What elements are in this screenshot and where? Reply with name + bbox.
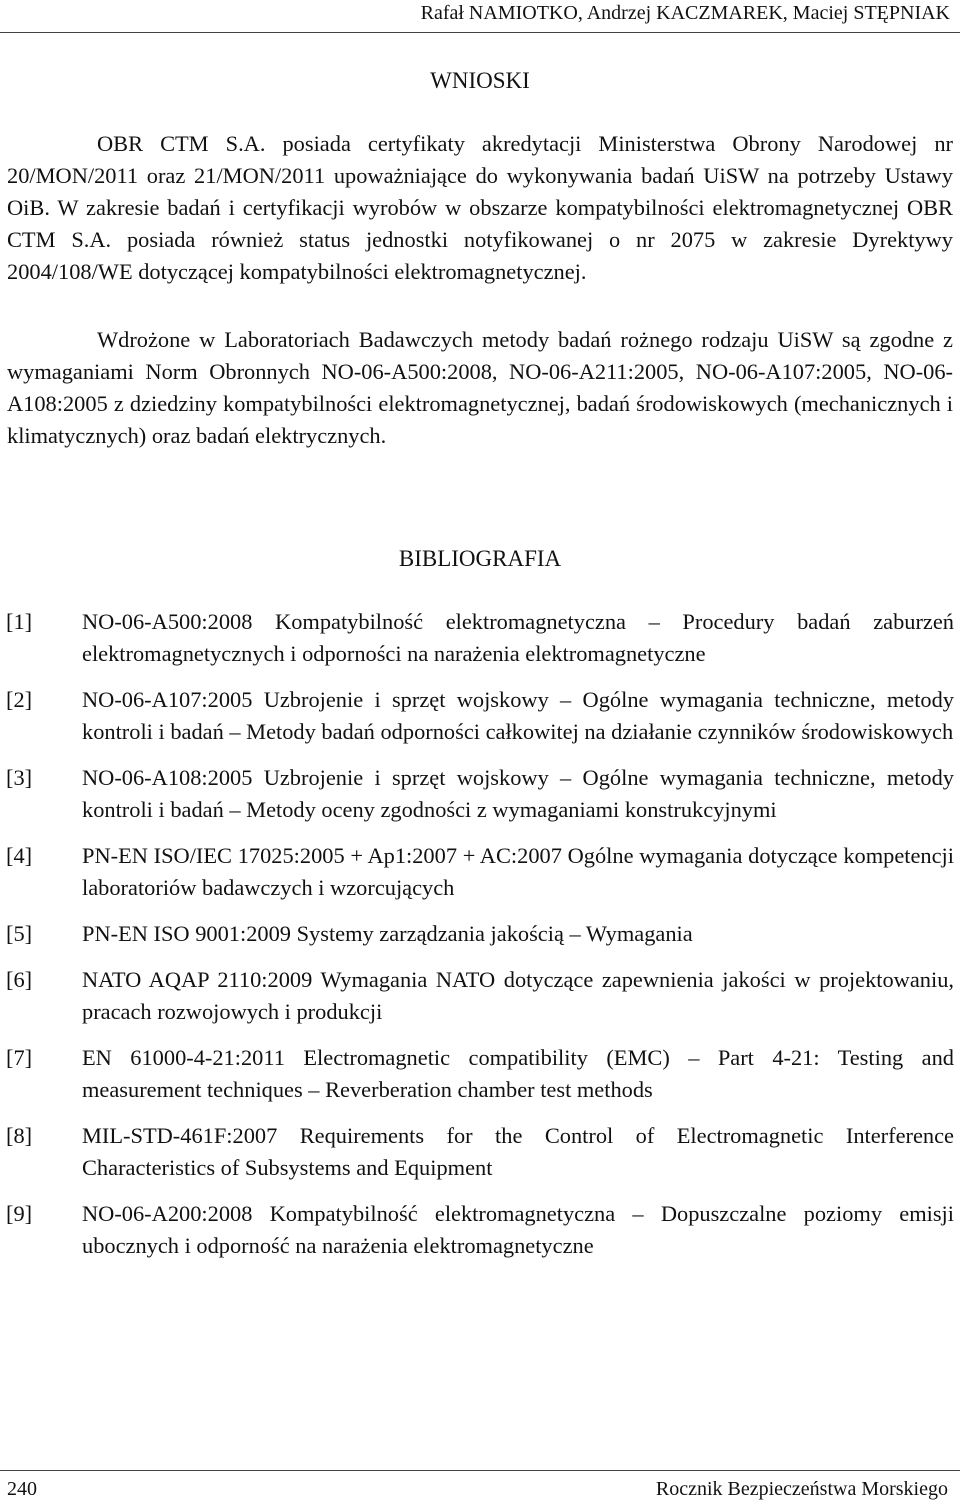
running-header-authors: Rafał NAMIOTKO, Andrzej KACZMAREK, Maciej STĘPNIAK xyxy=(420,2,950,24)
journal-name: Rocznik Bezpieczeństwa Morskiego xyxy=(655,1478,948,1500)
bibliography-list xyxy=(0,606,960,1276)
reference-text: NO-06-A107:2005 Uzbrojenie i sprzęt wojskowy ‒ Ogólne wymagania techniczne, metody kontroli i badań ‒ Metody badań odporności całkowitej na działanie czynników środowiskowych xyxy=(82,687,954,744)
bibliography-item xyxy=(0,684,960,748)
reference-text: PN-EN ISO 9001:2009 Systemy zarządzania jakością ‒ Wymagania xyxy=(82,921,693,946)
reference-text: PN-EN ISO/IEC 17025:2005 + Ap1:2007 + AC:2007 Ogólne wymagania dotyczące kompetencji laboratoriów badawczych i wzorcujących xyxy=(82,843,954,900)
header-divider xyxy=(0,32,960,33)
conclusions-title: WNIOSKI xyxy=(430,68,530,93)
page-number: 240 xyxy=(7,1478,37,1500)
reference-text: EN 61000-4-21:2011 Electromagnetic compatibility (EMC) ‒ Part 4-21: Testing and measurement techniques ‒ Reverberation chamber test methods xyxy=(82,1045,954,1102)
bibliography-item xyxy=(0,918,960,950)
bibliography-item xyxy=(0,964,960,1028)
bibliography-item xyxy=(0,1120,960,1184)
bibliography-title: BIBLIOGRAFIA xyxy=(398,546,562,571)
reference-number: [6] xyxy=(6,967,33,992)
reference-number: [2] xyxy=(6,687,33,712)
footer-divider xyxy=(0,1470,960,1471)
reference-number: [5] xyxy=(6,921,33,946)
reference-text: NO-06-A108:2005 Uzbrojenie i sprzęt wojskowy ‒ Ogólne wymagania techniczne, metody kontroli i badań ‒ Metody oceny zgodności z wymaganiami konstrukcyjnymi xyxy=(82,765,954,822)
bibliography-item xyxy=(0,1042,960,1106)
conclusions-paragraph-2: Wdrożone w Laboratoriach Badawczych metody badań rożnego rodzaju UiSW są zgodne z wymaganiami Norm Obronnych NO-06-A500:2008, NO-06-A211:2005, NO-06-A107:2005, NO-06-A108:2005 z dziedziny kompatybilności elektromagnetycznej, badań środowiskowych (mechanicznych i klimatycznych) oraz badań elektrycznych. xyxy=(7,327,953,448)
bibliography-item xyxy=(0,762,960,826)
reference-number: [1] xyxy=(6,609,33,634)
reference-text: NO-06-A200:2008 Kompatybilność elektromagnetyczna ‒ Dopuszczalne poziomy emisji ubocznych i odporność na narażenia elektromagnetyczne xyxy=(82,1201,954,1258)
conclusions-paragraph-1: OBR CTM S.A. posiada certyfikaty akredytacji Ministerstwa Obrony Narodowej nr 20/MON/2011 oraz 21/MON/2011 upoważniające do wykonywania badań UiSW na potrzeby Ustawy OiB. W zakresie badań i certyfikacji wyrobów w obszarze kompatybilności elektromagnetycznej OBR CTM S.A. posiada również status jednostki notyfikowanej o nr 2075 w zakresie Dyrektywy 2004/108/WE dotyczącej kompatybilności elektromagnetycznej. xyxy=(7,131,953,284)
reference-text: NO-06-A500:2008 Kompatybilność elektromagnetyczna ‒ Procedury badań zaburzeń elektromagnetycznych i odporności na narażenia elektromagnetyczne xyxy=(82,609,954,666)
reference-text: MIL-STD-461F:2007 Requirements for the Control of Electromagnetic Interference Characteristics of Subsystems and Equipment xyxy=(82,1123,954,1180)
reference-number: [9] xyxy=(6,1201,33,1226)
bibliography-item xyxy=(0,606,960,670)
reference-number: [3] xyxy=(6,765,33,790)
reference-number: [8] xyxy=(6,1123,33,1148)
reference-text: NATO AQAP 2110:2009 Wymagania NATO dotyczące zapewnienia jakości w projektowaniu, pracach rozwojowych i produkcji xyxy=(82,967,954,1024)
bibliography-item xyxy=(0,1198,960,1262)
bibliography-item xyxy=(0,840,960,904)
reference-number: [7] xyxy=(6,1045,33,1070)
reference-number: [4] xyxy=(6,843,33,868)
